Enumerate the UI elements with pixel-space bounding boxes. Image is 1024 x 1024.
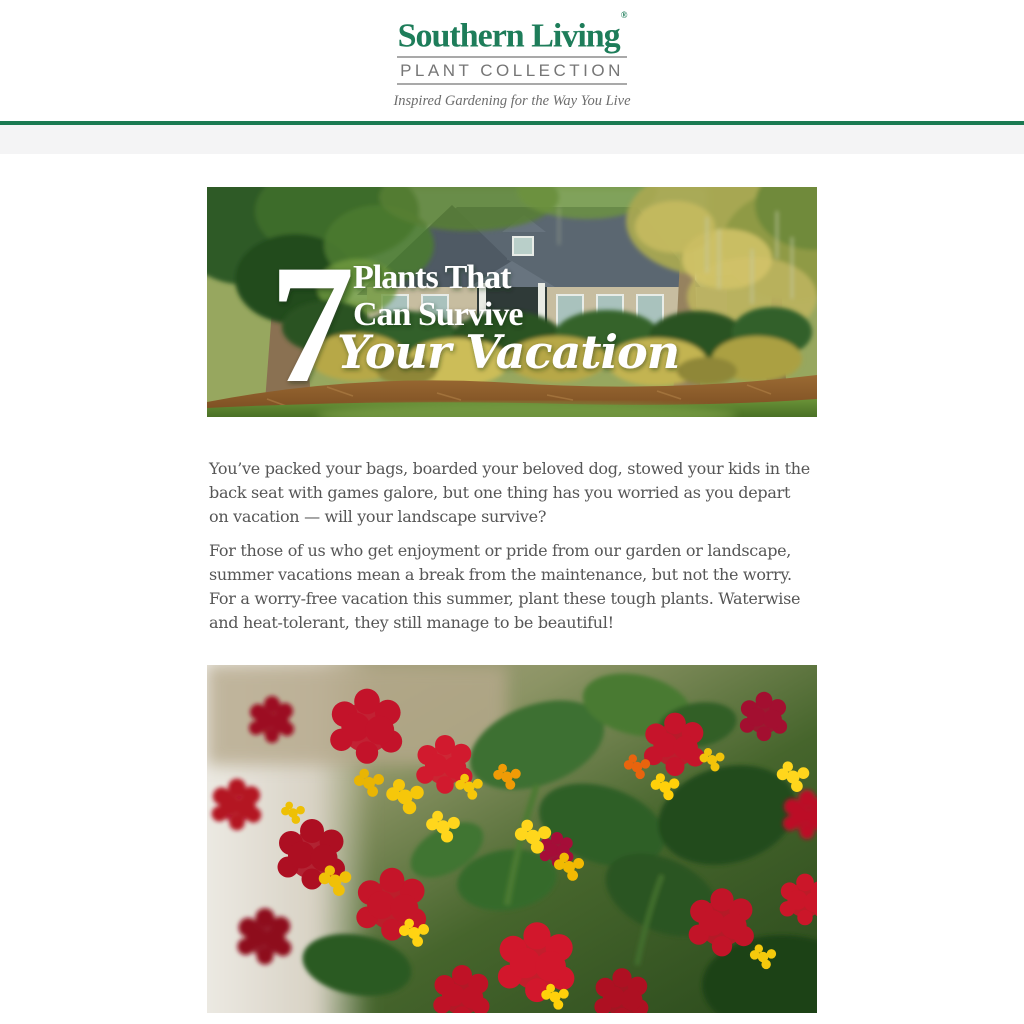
lantana-photo-art <box>207 665 817 1013</box>
lantana-image <box>207 665 817 1013</box>
brand-collection: PLANT COLLECTION <box>400 61 624 81</box>
brand-name-text: Southern Living <box>397 17 620 55</box>
hero-title-line3: Your Vacation <box>337 325 680 379</box>
article-paragraph-2: For those of us who get enjoyment or pride from our garden or landscape, summer vacations mean a break from the maintenance, but not the worry. For a worry-free vacation this summer, plant these tough plants. Waterwise and heat-tolerant, they still manage to be beautiful! <box>209 541 801 632</box>
article-content <box>207 154 817 1013</box>
header-gray-band <box>0 125 1024 154</box>
brand-name <box>393 10 630 55</box>
lantana-scene <box>207 665 817 1013</box>
hero-title-line1: Plants That <box>353 259 511 296</box>
hero-title-line2: Can Survive <box>353 296 523 333</box>
site-header <box>0 0 1024 121</box>
article-paragraph-1: You’ve packed your bags, boarded your beloved dog, stowed your kids in the back seat with games galore, but one thing has you worried as you depart on vacation — will your landscape survive? <box>209 459 810 526</box>
logo-rule-bottom <box>397 83 627 85</box>
brand-tagline: Inspired Gardening for the Way You Live <box>393 93 631 110</box>
registered-mark: ® <box>620 10 628 20</box>
hero-number: 7 <box>269 230 355 417</box>
brand-logo[interactable] <box>393 10 631 110</box>
hero-photo-art <box>207 187 817 417</box>
hero-image <box>207 187 817 417</box>
logo-rule-top <box>397 56 627 58</box>
